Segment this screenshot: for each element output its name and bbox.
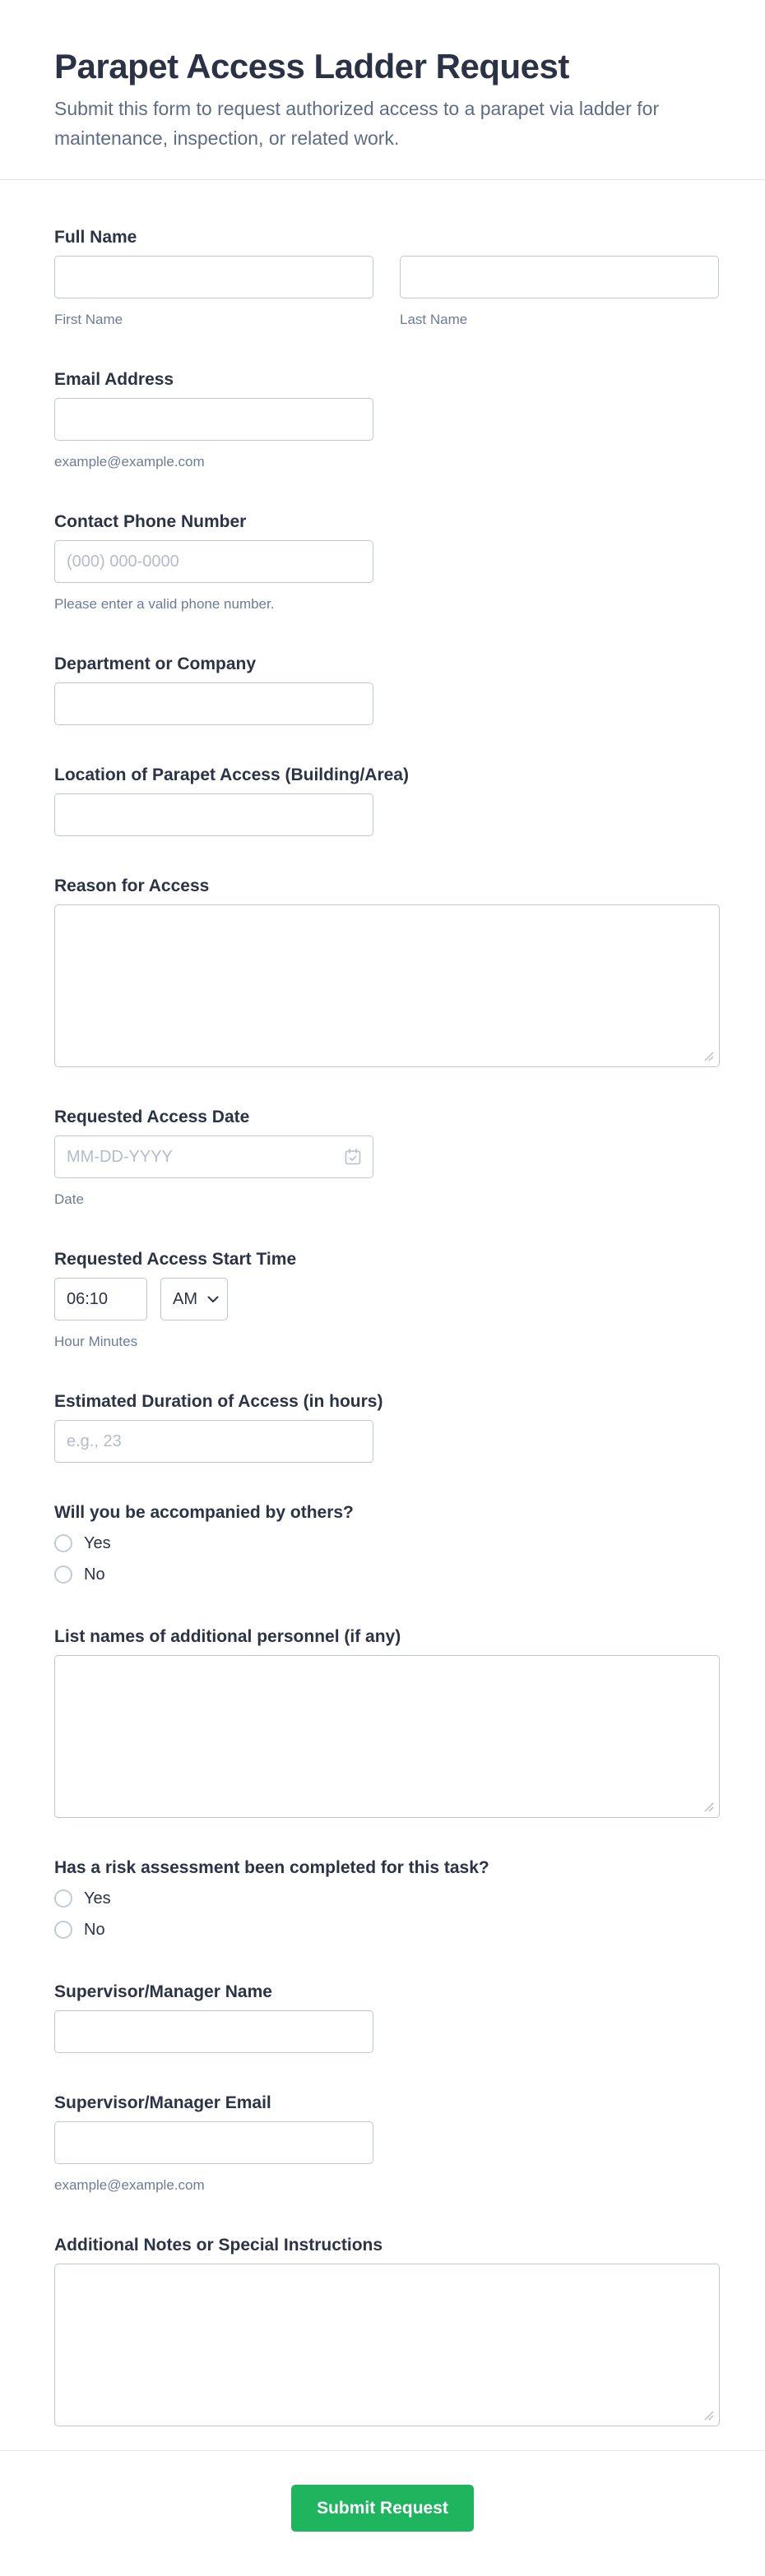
reason-label: Reason for Access [54, 876, 210, 895]
phone-label: Contact Phone Number [54, 512, 247, 531]
supervisor-email-label: Supervisor/Manager Email [54, 2093, 271, 2112]
field-accompanied [54, 1501, 720, 1587]
field-phone [54, 511, 720, 614]
risk-option-no[interactable] [54, 1917, 720, 1942]
radio-icon[interactable] [54, 1889, 72, 1908]
radio-option-label: No [84, 1565, 105, 1584]
notes-textarea-wrap [54, 2264, 720, 2426]
chevron-down-icon [207, 1296, 219, 1303]
risk-label: Has a risk assessment been completed for this task? [54, 1858, 489, 1877]
date-label: Requested Access Date [54, 1108, 250, 1126]
name-row [54, 256, 720, 330]
accompanied-option-no[interactable] [54, 1562, 720, 1587]
form-body [0, 180, 765, 2450]
time-label: Requested Access Start Time [54, 1250, 297, 1269]
radio-icon[interactable] [54, 1921, 72, 1939]
submit-request-button[interactable]: Submit Request [291, 2485, 474, 2532]
field-personnel [54, 1626, 720, 1818]
field-reason [54, 875, 720, 1067]
form-header [0, 0, 765, 180]
last-name-col [400, 256, 719, 330]
supervisor-name-label: Supervisor/Manager Name [54, 1982, 272, 2001]
resize-handle-icon[interactable] [703, 1051, 715, 1062]
field-department [54, 653, 720, 725]
radio-option-label: No [84, 1920, 105, 1939]
phone-sublabel: Please enter a valid phone number. [54, 596, 275, 612]
accompanied-radio-group [54, 1531, 720, 1587]
email-sublabel: example@example.com [54, 454, 205, 469]
first-name-input[interactable] [54, 256, 373, 298]
personnel-textarea[interactable] [54, 1655, 720, 1818]
duration-input[interactable] [54, 1420, 373, 1463]
time-hour-minutes-input[interactable] [54, 1278, 147, 1320]
form-footer [0, 2451, 765, 2574]
personnel-textarea-wrap [54, 1655, 720, 1818]
personnel-label: List names of additional personnel (if any) [54, 1627, 401, 1646]
accompanied-option-yes[interactable] [54, 1531, 720, 1556]
date-sublabel: Date [54, 1191, 84, 1207]
field-supervisor-name [54, 1981, 720, 2053]
field-duration [54, 1390, 720, 1463]
email-label: Email Address [54, 370, 174, 389]
radio-option-label: Yes [84, 1533, 111, 1552]
email-input[interactable] [54, 398, 373, 441]
risk-radio-group [54, 1886, 720, 1942]
time-period-value: AM [173, 1289, 197, 1308]
calendar-icon[interactable] [343, 1147, 363, 1167]
department-input[interactable] [54, 682, 373, 725]
field-notes [54, 2234, 720, 2426]
department-label: Department or Company [54, 654, 257, 673]
phone-input[interactable] [54, 540, 373, 583]
radio-icon[interactable] [54, 1534, 72, 1552]
location-input[interactable] [54, 793, 373, 836]
supervisor-email-input[interactable] [54, 2121, 373, 2164]
form-subtitle: Submit this form to request authorized access to a parapet via ladder for maintenance, inspection, or related work. [54, 98, 660, 149]
risk-option-yes[interactable] [54, 1886, 720, 1911]
reason-textarea[interactable] [54, 904, 720, 1067]
field-time [54, 1248, 720, 1352]
notes-textarea[interactable] [54, 2264, 720, 2426]
first-name-col [54, 256, 373, 330]
field-email [54, 368, 720, 472]
time-period-select[interactable] [160, 1278, 228, 1320]
resize-handle-icon[interactable] [703, 2410, 715, 2421]
resize-handle-icon[interactable] [703, 1801, 715, 1813]
reason-textarea-wrap [54, 904, 720, 1067]
field-full-name [54, 226, 720, 330]
accompanied-label: Will you be accompanied by others? [54, 1503, 354, 1522]
supervisor-name-input[interactable] [54, 2010, 373, 2053]
duration-label: Estimated Duration of Access (in hours) [54, 1392, 383, 1411]
field-date [54, 1106, 720, 1209]
date-input-wrap [54, 1135, 373, 1178]
notes-label: Additional Notes or Special Instructions [54, 2236, 383, 2255]
location-label: Location of Parapet Access (Building/Area) [54, 765, 409, 784]
last-name-sublabel: Last Name [400, 312, 468, 327]
time-sublabel: Hour Minutes [54, 1334, 138, 1349]
field-supervisor-email [54, 2092, 720, 2195]
radio-icon[interactable] [54, 1565, 72, 1584]
last-name-input[interactable] [400, 256, 719, 298]
field-risk [54, 1857, 720, 1942]
full-name-label: Full Name [54, 228, 137, 247]
supervisor-email-sublabel: example@example.com [54, 2177, 205, 2193]
field-location [54, 764, 720, 836]
radio-option-label: Yes [84, 1889, 111, 1908]
page-title: Parapet Access Ladder Request [54, 47, 569, 86]
time-row [54, 1278, 720, 1320]
date-input[interactable] [54, 1135, 373, 1178]
first-name-sublabel: First Name [54, 312, 123, 327]
